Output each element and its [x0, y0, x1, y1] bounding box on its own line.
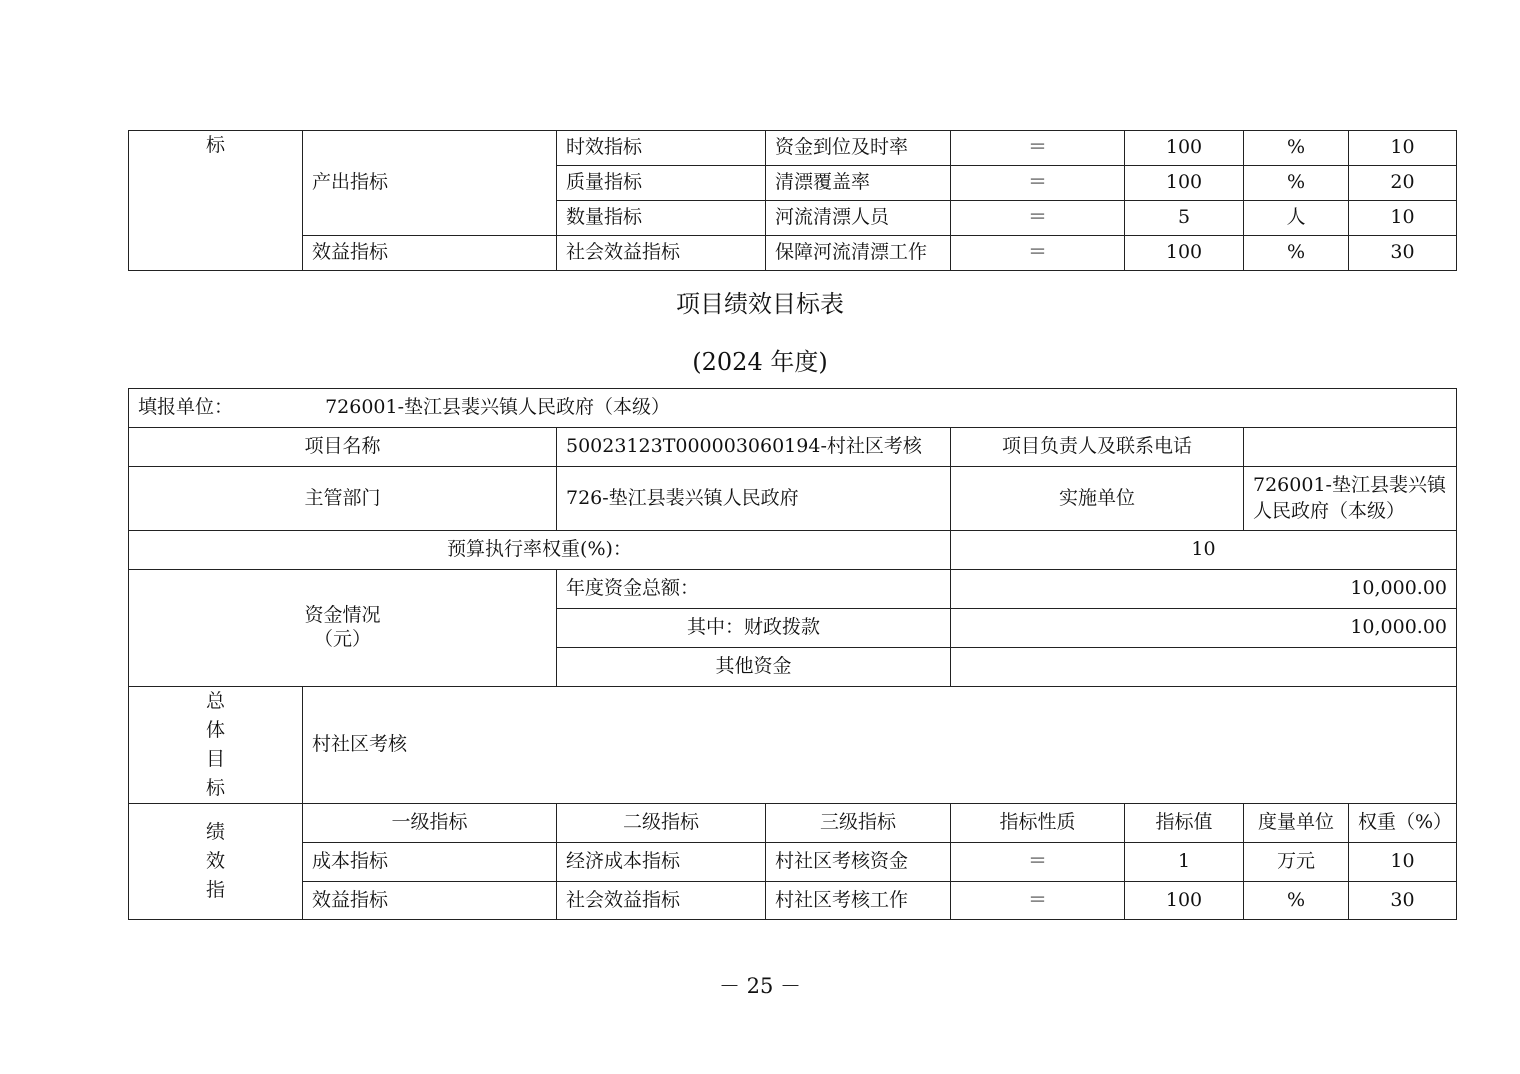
overall-goal-char: 标 — [205, 777, 225, 799]
table-row — [129, 531, 1457, 570]
value-cell: 100 — [1125, 131, 1244, 166]
weight-cell: 20 — [1349, 166, 1457, 201]
value-cell: 5 — [1125, 201, 1244, 236]
other-funds-label: 其他资金 — [557, 648, 951, 687]
header-level3: 三级指标 — [766, 804, 951, 843]
dept-label: 主管部门 — [129, 467, 557, 531]
table-row — [129, 131, 1457, 166]
level2-cell: 数量指标 — [557, 201, 766, 236]
unit-cell: 万元 — [1244, 843, 1349, 882]
other-funds-value — [951, 648, 1457, 687]
overall-goal-value: 村社区考核 — [303, 687, 1457, 804]
header-value: 指标值 — [1125, 804, 1244, 843]
funds-label: 资金情况 — [304, 604, 381, 627]
reporting-unit-label: 填报单位： — [138, 396, 234, 419]
performance-target-table — [128, 388, 1457, 920]
level2-cell: 时效指标 — [557, 131, 766, 166]
annual-total-value: 10,000.00 — [951, 570, 1457, 609]
perf-indicator-label — [129, 804, 303, 920]
budget-rate-value: 10 — [951, 531, 1457, 570]
level2-cell: 社会效益指标 — [557, 882, 766, 920]
overall-goal-label — [129, 687, 303, 804]
funds-cell — [129, 570, 557, 687]
funds-unit: （元） — [313, 628, 371, 650]
unit-cell: % — [1244, 236, 1349, 271]
perf-label-char: 效 — [205, 850, 225, 872]
perf-label-char: 绩 — [205, 821, 225, 843]
level3-cell: 保障河流清漂工作 — [766, 236, 951, 271]
table-row — [129, 236, 1457, 271]
weight-cell: 10 — [1349, 843, 1457, 882]
header-weight: 权重（%） — [1349, 804, 1457, 843]
overall-goal-char: 总 — [205, 690, 225, 712]
overall-goal-char: 目 — [205, 748, 225, 770]
table-row — [129, 687, 1457, 804]
nature-cell: ＝ — [951, 201, 1125, 236]
table-header-row — [129, 804, 1457, 843]
nature-cell: ＝ — [951, 166, 1125, 201]
value-cell: 1 — [1125, 843, 1244, 882]
header-unit: 度量单位 — [1244, 804, 1349, 843]
table-row — [129, 570, 1457, 609]
unit-cell: 人 — [1244, 201, 1349, 236]
value-cell: 100 — [1125, 882, 1244, 920]
reporting-unit-row — [129, 389, 1457, 428]
level2-cell: 经济成本指标 — [557, 843, 766, 882]
nature-cell: ＝ — [951, 236, 1125, 271]
weight-cell: 10 — [1349, 131, 1457, 166]
dept-value: 726-垫江县裴兴镇人民政府 — [557, 467, 951, 531]
level3-cell: 村社区考核资金 — [766, 843, 951, 882]
continued-indicator-table — [128, 130, 1457, 271]
level3-cell: 清漂覆盖率 — [766, 166, 951, 201]
table-row — [129, 843, 1457, 882]
level2-cell: 社会效益指标 — [557, 236, 766, 271]
table-row — [129, 467, 1457, 531]
overall-goal-char: 体 — [205, 719, 225, 741]
value-cell: 100 — [1125, 236, 1244, 271]
level3-cell: 河流清漂人员 — [766, 201, 951, 236]
level3-cell: 村社区考核工作 — [766, 882, 951, 920]
level1-cell: 效益指标 — [303, 236, 557, 271]
fiscal-value: 10,000.00 — [951, 609, 1457, 648]
project-name-value: 50023123T000003060194-村社区考核 — [557, 428, 951, 467]
header-nature: 指标性质 — [951, 804, 1125, 843]
unit-cell: % — [1244, 131, 1349, 166]
annual-total-label: 年度资金总额： — [557, 570, 951, 609]
weight-cell: 30 — [1349, 236, 1457, 271]
header-level2: 二级指标 — [557, 804, 766, 843]
nature-cell: ＝ — [951, 131, 1125, 166]
perf-label-char: 指 — [205, 879, 225, 901]
page-subtitle: (2024 年度) — [692, 348, 828, 376]
contact-label: 项目负责人及联系电话 — [951, 428, 1244, 467]
nature-cell: ＝ — [951, 843, 1125, 882]
fiscal-label: 其中：财政拨款 — [557, 609, 951, 648]
project-name-label: 项目名称 — [129, 428, 557, 467]
budget-rate-label: 预算执行率权重(%)： — [129, 531, 951, 570]
table-row — [129, 428, 1457, 467]
section-label: 标 — [129, 131, 303, 271]
header-level1: 一级指标 — [303, 804, 557, 843]
impl-unit-label: 实施单位 — [951, 467, 1244, 531]
level1-cell: 产出指标 — [303, 131, 557, 236]
contact-value — [1244, 428, 1457, 467]
table-row — [129, 882, 1457, 920]
weight-cell: 30 — [1349, 882, 1457, 920]
level3-cell: 资金到位及时率 — [766, 131, 951, 166]
unit-cell: % — [1244, 166, 1349, 201]
nature-cell: ＝ — [951, 882, 1125, 920]
page-number: － 25 － — [718, 974, 802, 998]
table-row — [129, 389, 1457, 428]
impl-unit-value: 726001-垫江县裴兴镇人民政府（本级） — [1244, 467, 1457, 531]
weight-cell: 10 — [1349, 201, 1457, 236]
page-title: 项目绩效目标表 — [676, 290, 844, 318]
level1-cell: 效益指标 — [303, 882, 557, 920]
level2-cell: 质量指标 — [557, 166, 766, 201]
unit-cell: % — [1244, 882, 1349, 920]
reporting-unit-value: 726001-垫江县裴兴镇人民政府（本级） — [325, 396, 671, 419]
value-cell: 100 — [1125, 166, 1244, 201]
level1-cell: 成本指标 — [303, 843, 557, 882]
